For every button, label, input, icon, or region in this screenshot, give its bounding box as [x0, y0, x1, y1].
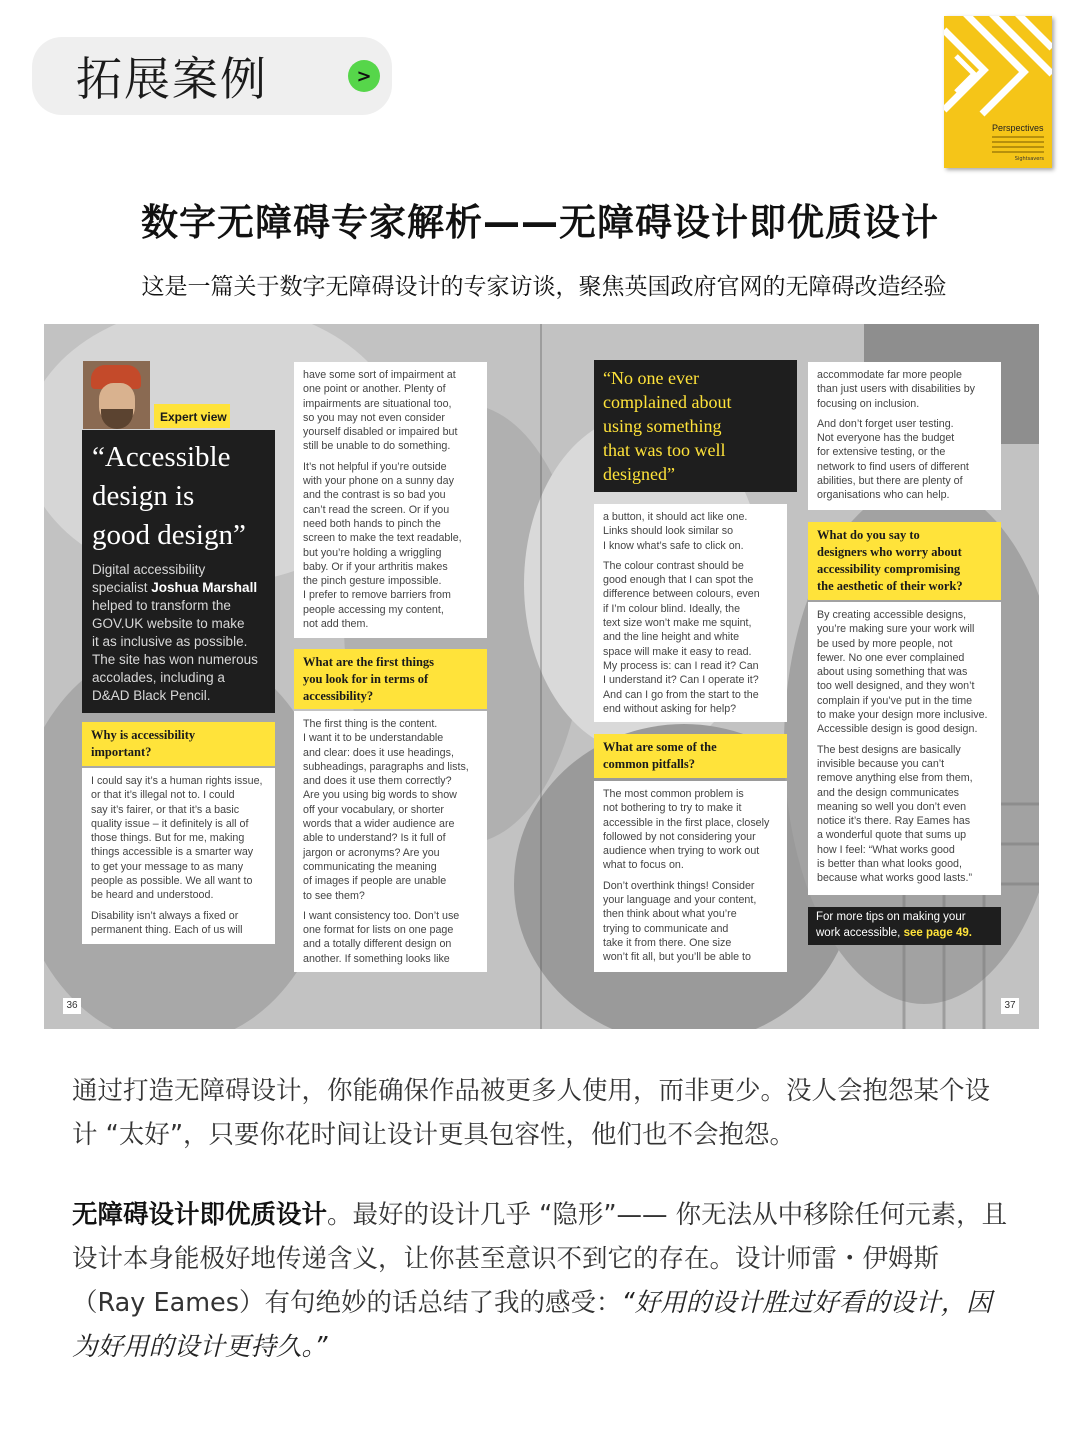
answer-paragraph: I could say it’s a human rights issue, or that it’s illegal not to. I could say it’s fairer, or that it’s a basic quality issue – it definitely is all of those things. But for me, making things accessible is a smarter way to get your message to as many people as possible. We all want to be heard and understood.: [91, 775, 263, 902]
page-number-left: 36: [63, 998, 81, 1014]
answer-paragraph: Disability isn’t always a fixed or permanent thing. Each of us will: [91, 909, 243, 936]
answer-paragraph: The first thing is the content. I want it to be understandable and clear: does it use headings, subheadings, paragraphs and lists, and does it use them correctly? Are you using big words to show off your vocabulary, or shorter words that a wider audience are able to understand? Is it full of jargon or acronyms? Are you communicating the meaning of images if people are unable to see them?: [303, 718, 469, 902]
page-number-right: 37: [1001, 998, 1019, 1014]
hero-intro-name: Joshua Marshall: [151, 580, 258, 595]
hero-intro: [92, 561, 265, 705]
question-heading: Why is accessibility important?: [82, 722, 275, 766]
booklet-logo: Sightsavers: [1014, 156, 1044, 162]
answer-paragraph: The colour contrast should be good enough that I can spot the difference between colours, even if I’m colour blind. Ideally, the text size won’t make me squint, and the line height and white space will make it easy to read. My process is: can I read it? Can I understand it? Can I operate it? And can I go from the start to the end without asking for help?: [603, 559, 760, 715]
body-paragraph-1: 通过打造无障碍设计，你能确保作品被更多人使用，而非更少。没人会抱怨某个设计 “太好”，只要你花时间让设计更具包容性，他们也不会抱怨。: [72, 1076, 991, 1150]
booklet-cover-image: [944, 16, 1052, 168]
answer-text: [294, 711, 487, 972]
author-portrait: [83, 361, 150, 429]
magazine-spread-image: [44, 324, 1039, 1029]
tip-text: For more tips on making your work accessible,: [816, 911, 966, 939]
answer-text: [594, 504, 787, 722]
body-paragraph-2-bold: 无障碍设计即优质设计: [72, 1200, 328, 1230]
answer-paragraph: accommodate far more people than just users with disabilities by focusing on inclusion.: [817, 369, 976, 410]
booklet-title: Perspectives: [992, 123, 1044, 133]
answer-paragraph: The most common problem is not bothering to try to make it accessible in the first place, closely followed by not considering your audience when trying to work out what to focus on.: [603, 788, 770, 872]
answer-paragraph: And don’t forget user testing. Not everyone has the budget for extensive testing, or the network to find users of different abilities, but there are plenty of organisations who can help.: [817, 417, 969, 502]
tip-page-link[interactable]: see page 49.: [903, 926, 972, 939]
answer-paragraph: By creating accessible designs, you’re making sure your work will be used by more people, not fewer. No one ever complained about using something that was too well designed, and they won’t complain if you’ve put in the time to make your design more inclusive. Accessible design is good design.: [817, 609, 988, 736]
answer-text: [82, 768, 275, 944]
answer-paragraph: The best designs are basically invisible because you can’t remove anything else from them, and the design communicates meaning so well you don’t even notice it’s there. Ray Eames has a wonderful quote that sums up how I feel: “What works good is better than what looks good, because what works good lasts.”: [817, 743, 973, 885]
answer-text: [594, 781, 787, 972]
hero-intro-post: helped to transform the GOV.UK website to make it as inclusive as possible. The site has won numerous accolades, including a D&AD Black Pencil.: [92, 598, 258, 703]
question-heading: What do you say to designers who worry about accessibility compromising the aesthetic of their work?: [808, 522, 1001, 600]
answer-paragraph: have some sort of impairment at one point or another. Plenty of impairments are situational too, so you may not even consider yourself disabled or impaired but still be unable to do something.: [303, 369, 458, 453]
tip-box: [808, 907, 1001, 945]
answer-text: [808, 602, 1001, 895]
body-paragraph-2-quote: “好用的设计胜过好看的设计，因为好用的设计更持久。”: [72, 1288, 992, 1362]
pull-quote: “No one ever complained about using something that was too well designed”: [594, 360, 797, 492]
spread-fold: [540, 324, 542, 1029]
page-title: 数字无障碍专家解析——无障碍设计即优质设计: [141, 201, 939, 244]
section-tag-pill: [32, 37, 392, 115]
answer-text: [808, 362, 1001, 510]
hero-quote-box: [82, 430, 275, 713]
answer-text: [294, 362, 487, 638]
chevron-right-icon[interactable]: >: [348, 60, 380, 92]
section-tag-label: 拓展案例: [76, 52, 268, 106]
answer-paragraph: It’s not helpful if you’re outside with your phone on a sunny day and the contrast is so bad you can’t read the screen. Or if you need both hands to pinch the screen to make the text readable, but you’re holding a wriggling baby. Or if your arthritis makes the pinch gesture impossible. I prefer to remove barriers from people accessing my content, not add them.: [303, 460, 462, 631]
hero-quote: “Accessible design is good design”: [92, 441, 246, 551]
body-paragraph-2: [72, 1193, 1012, 1369]
question-heading: What are the first things you look for in terms of accessibility?: [294, 649, 487, 709]
booklet-text-lines: [992, 136, 1044, 156]
page-subtitle: 这是一篇关于数字无障碍设计的专家访谈，聚焦英国政府官网的无障碍改造经验: [141, 274, 947, 300]
answer-paragraph: a button, it should act like one. Links should look similar so I know what’s safe to click on.: [603, 511, 748, 552]
expert-view-tag: Expert view: [154, 404, 230, 428]
answer-paragraph: Don’t overthink things! Consider your language and your content, then think about what you’re trying to communicate and take it from there. One size won’t fit all, but you’ll be able to: [603, 879, 757, 964]
hero-intro-pre: Digital accessibility specialist: [92, 562, 206, 595]
answer-paragraph: I want consistency too. Don’t use one format for lists on one page and a totally different design on another. If something looks like: [303, 909, 460, 965]
question-heading: What are some of the common pitfalls?: [594, 734, 787, 778]
body-paragraph-2-text: 。最好的设计几乎 “隐形”—— 你无法从中移除任何元素，且设计本身能极好地传递含义，让你甚至意识不到它的存在。设计师雷・伊姆斯（Ray Eames）有句绝妙的话总结了我的感受：: [72, 1200, 1008, 1318]
